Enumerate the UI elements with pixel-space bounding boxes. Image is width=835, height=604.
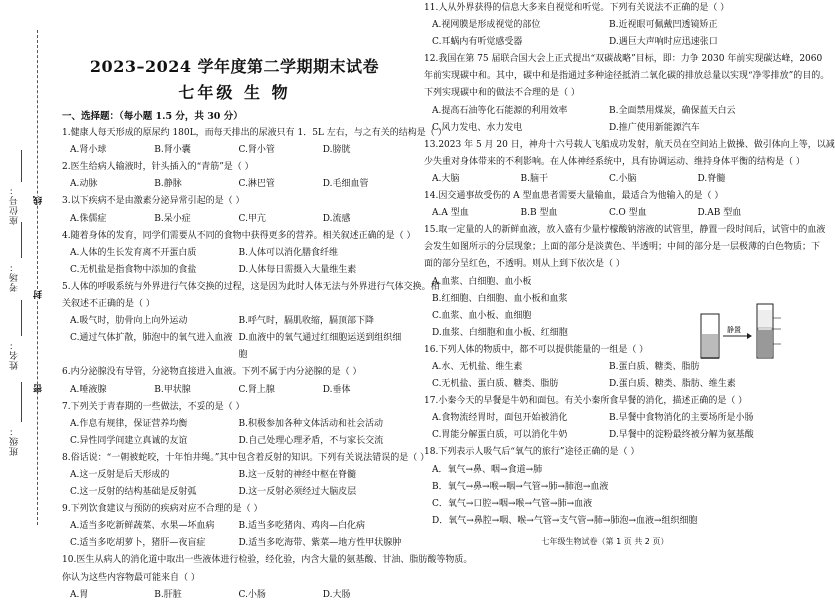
answer-option: A.这一反射是后天形成的 [70, 469, 170, 480]
beaker [701, 314, 719, 358]
option-row [62, 518, 407, 535]
answer-option: C.耳蜗内有听觉感受器 [432, 37, 523, 48]
figure-label: 静置 [727, 326, 741, 334]
seat-number-label: 座位号： [10, 185, 20, 225]
answer-option: D.垂体 [322, 384, 351, 395]
question-stem: 14.因交通事故受伤的 A 型血患者需要大量输血，最适合为他输入的是（ ） [424, 191, 724, 202]
question-item [62, 125, 447, 159]
option-row [62, 313, 407, 330]
class-blank [21, 382, 22, 422]
answer-option: C.肾上腺 [238, 384, 275, 395]
answer-option: C.无机盐、蛋白质、糖类、脂肪 [432, 379, 559, 390]
option-row [62, 245, 407, 262]
question-stem: 8.俗话说：“一朝被蛇咬，十年怕井绳。”其中包含着反射的知识。下列有关说法错误的是（ ） [62, 452, 430, 463]
question-stem: 16.下列人体的物质中，都不可以提供能量的一组是（ ） [424, 344, 649, 355]
answer-option: C.适当多吃胡萝卜，猪肝—夜盲症 [70, 538, 206, 549]
option-row [62, 382, 407, 399]
binding-strip [0, 0, 58, 550]
seal-mark-feng: 封 [34, 290, 44, 299]
question-stem: 3.以下疾病不是由激素分泌异常引起的是（ ） [62, 196, 245, 207]
question-item [62, 193, 407, 227]
answer-option: C.淋巴管 [238, 179, 275, 190]
option-row [62, 176, 407, 193]
option-row [62, 142, 407, 159]
answer-option: B.早餐中食物消化的主要场所是小肠 [609, 413, 754, 424]
answer-option: C.风力发电、水力发电 [432, 122, 523, 133]
answer-option: B.脑干 [520, 173, 548, 184]
question-item [62, 399, 407, 450]
question-item [424, 444, 786, 529]
answer-option: A.吸气时，肋骨向上向外运动 [70, 316, 188, 327]
question-stem: 下列实现碳中和的做法不合理的是（ ） [424, 88, 580, 99]
question-item [62, 364, 407, 398]
question-item [424, 51, 830, 136]
class-label: 班级： [10, 426, 20, 456]
question-stem: 关叙述不正确的是（ ） [62, 299, 155, 310]
answer-option: B.近视眼可佩戴凹透镜矫正 [609, 20, 718, 31]
question-stem: 9.下列饮食建议与预防的疾病对应不合理的是（ ） [62, 504, 263, 515]
answer-option: D.大肠 [322, 589, 351, 600]
option-row [62, 587, 407, 604]
answer-option: A.水、无机盐、维生素 [432, 361, 523, 372]
question-stem: 年前实现碳中和。其中，碳中和是指通过多种途径抵消二氧化碳的排放总量以实现“净零排放”的目的。 [424, 71, 830, 82]
answer-option: A.肾小球 [70, 145, 107, 156]
page-footer: 七年级生物试卷（第 1 页 共 2 页） [541, 537, 669, 546]
option-row [424, 17, 786, 34]
answer-option: C.异性同学间建立真诚的友谊 [70, 435, 188, 446]
answer-option: C.胃能分解蛋白质，可以消化牛奶 [432, 430, 568, 441]
option-row [424, 427, 786, 444]
question-list-right [424, 0, 835, 530]
answer-option: C.血浆、血小板、血细胞 [432, 310, 532, 321]
option-row [424, 376, 786, 393]
answer-option: B.呆小症 [154, 213, 191, 224]
question-stem: 13.2023 年 5 月 20 日，神舟十六号载人飞船成功发射，航天员在空间站上做操、做引体向上等，以减 [424, 139, 835, 150]
option-row [424, 410, 786, 427]
answer-option: D.蛋白质、糖类、脂肪、维生素 [609, 379, 736, 390]
question-stem: 5.人体的呼吸系统与外界进行气体交换的过程，这是因为此时人体无法与外界进行气体交换。相 [62, 281, 440, 292]
question-stem: 少失重对身体带来的不利影响。在人体神经系统中，具有协调运动、维持身体平衡的结构是（ ） [424, 156, 805, 167]
answer-option: B.适当多吃猪肉、鸡肉—白化病 [238, 521, 365, 532]
question-stem: 2.医生给病人输液时，针头插入的“青筋”是（ ） [62, 162, 254, 173]
answer-option: C.肾小管 [238, 145, 275, 156]
question-stem: 15.取一定量的人的新鲜血液，放入盛有少量柠檬酸钠溶液的试管里，静置一段时间后，试管中的血液 [424, 225, 826, 236]
name-label: 姓名： [10, 340, 20, 370]
answer-option: D.推广使用新能源汽车 [609, 122, 700, 133]
answer-option: C．氧气→口腔→咽→喉→气管→肺→血液 [432, 498, 593, 509]
right-column [424, 0, 835, 530]
answer-option: A.适当多吃新鲜蔬菜、水果—坏血病 [70, 521, 215, 532]
answer-option: D.自己处理心理矛盾，不与家长交流 [238, 435, 384, 446]
answer-option: C.O 型血 [609, 208, 647, 219]
answer-option: D.血浆、白细胞和血小板、红细胞 [432, 327, 568, 338]
answer-option: A.侏儒症 [70, 213, 107, 224]
option-row [62, 416, 407, 433]
option-row [62, 211, 407, 228]
answer-option: D.AB 型血 [697, 208, 742, 219]
answer-option: A.胃 [70, 589, 89, 600]
answer-option: A.动脉 [70, 179, 98, 190]
answer-option: D．氧气→鼻腔→咽、喉→气管→支气管→肺→肺泡→血液→组织细胞 [432, 515, 698, 526]
answer-option: C.通过气体扩散，肺泡中的氧气进入血液 [70, 333, 233, 344]
question-item [62, 159, 407, 193]
question-stem: 面的部分呈红色，不透明。则从上到下依次是（ ） [424, 259, 625, 270]
name-blank [21, 300, 22, 336]
question-item [62, 450, 430, 501]
answer-option: B．氧气→鼻→喉→咽→气管→肺→肺泡→血液 [432, 481, 609, 492]
answer-option: B.蛋白质、糖类、脂肪 [609, 361, 700, 372]
question-stem: 12.我国在第 75 届联合国大会上正式提出“双碳战略”目标，即：力争 2030 年前实现碳达峰，2060 [424, 54, 823, 65]
test-tube-figure [695, 300, 790, 362]
seal-mark-mi: 密 [34, 384, 44, 393]
question-item [424, 137, 835, 188]
answer-option: D.遇巨大声响时应迅速张口 [609, 37, 718, 48]
answer-option: C.这一反射的结构基础是反射弧 [70, 487, 197, 498]
answer-option: D.膀胱 [322, 145, 351, 156]
question-stem: 11.人从外界获得的信息大多来自视觉和听觉。下列有关说法不正确的是（ ） [424, 3, 730, 13]
answer-option: D.人体每日需摄入大量维生素 [238, 264, 357, 275]
answer-option: C.小脑 [609, 173, 637, 184]
answer-option: A.A 型血 [432, 208, 469, 219]
seal-mark-xian: 线 [34, 196, 44, 205]
answer-option: D.脊髓 [697, 173, 726, 184]
option-row [424, 205, 786, 222]
answer-option: C.无机盐是指食物中添加的食盐 [70, 264, 197, 275]
question-stem: 1.健康人每天形成的原尿约 180L，而每天排出的尿液只有 1．5L 左右，与之有关的结构是（ ） [62, 128, 447, 139]
option-row [424, 103, 786, 120]
answer-option: A.食物流经胃时，面包开始被消化 [432, 413, 568, 424]
answer-option: B.甲状腺 [154, 384, 191, 395]
question-item [62, 552, 473, 603]
answer-option: B.呼气时，膈肌收缩，膈顶部下降 [238, 316, 374, 327]
answer-option: D.毛细血管 [322, 179, 369, 190]
question-stem: 10.医生从病人的消化道中取出一些液体进行检验，经化验，内含大量的氨基酸、甘油、脂肪酸等物质。 [62, 555, 473, 566]
answer-option: B.全面禁用煤炭，确保蓝天白云 [609, 105, 736, 116]
question-item [424, 393, 786, 444]
answer-option: C.甲亢 [238, 213, 266, 224]
question-item [62, 279, 440, 364]
seal-line [37, 30, 38, 525]
exam-title: 2023–2024 学年度第二学期期末试卷 [89, 57, 380, 76]
answer-option: A．氧气→鼻、咽→食道→肺 [432, 464, 543, 475]
question-stem: 6.内分泌腺没有导管，分泌物直接进入血液。下列不属于内分泌腺的是（ ） [62, 367, 362, 378]
answer-option: A.视网膜是形成视觉的部位 [432, 20, 541, 31]
option-row [62, 330, 407, 364]
question-stem: 你认为这些内容物最可能来自（ ） [62, 572, 200, 583]
answer-option: B.肝脏 [154, 589, 182, 600]
option-row [62, 262, 407, 279]
question-item [62, 501, 407, 552]
answer-option: C.小肠 [238, 589, 266, 600]
section-heading: 一、选择题：（每小题 1.5 分，共 30 分） [62, 111, 243, 122]
answer-option: D.这一反射必须经过大脑皮层 [238, 487, 357, 498]
option-row [62, 535, 407, 552]
question-stem: 7.下列关于青春期的一些做法，不妥的是（ ） [62, 401, 245, 412]
answer-option: B.这一反射的神经中枢在脊髓 [238, 469, 356, 480]
option-row [62, 484, 407, 501]
answer-option: D.早餐中的淀粉最终被分解为氨基酸 [609, 430, 754, 441]
answer-option: D.适当多吃海带、紫菜—地方性甲状腺肿 [238, 538, 402, 549]
option-row [62, 467, 407, 484]
answer-option: B.肾小囊 [154, 145, 191, 156]
option-row [424, 171, 786, 188]
exam-room-label: 考场： [10, 262, 20, 292]
seat-number-blank [21, 150, 22, 182]
layered-tube [757, 304, 781, 358]
question-stem: 17.小秦今天的早餐是牛奶和面包。有关小秦所食早餐的消化，描述正确的是（ ） [424, 396, 748, 407]
option-row [424, 120, 786, 137]
answer-option: A.唾液腺 [70, 384, 107, 395]
answer-option: A.血浆、白细胞、血小板 [432, 276, 532, 287]
answer-option: A.作息有规律，保证营养均衡 [70, 418, 188, 429]
option-row [62, 433, 407, 450]
question-item [62, 228, 416, 279]
question-stem: 4.随着身体的发育，同学们需要从不同的食物中获得更多的营养。相关叙述正确的是（ ） [62, 230, 416, 241]
option-row [424, 34, 786, 51]
answer-option: B.红细胞、白细胞、血小板和血浆 [432, 293, 568, 304]
answer-option: A.大脑 [432, 173, 460, 184]
question-stem: 18.下列表示人吸气后“氧气的旅行”途径正确的是（ ） [424, 447, 640, 458]
answer-option: A.人体的生长发育离不开蛋白质 [70, 247, 197, 258]
question-stem: 会发生如图所示的分层现象；上面的部分是淡黄色、半透明；中间的部分是一层极薄的白色物质；下 [424, 242, 821, 253]
exam-room-blank [21, 222, 22, 258]
answer-option: D.流感 [322, 213, 351, 224]
answer-option: A.提高石油等化石能源的利用效率 [432, 105, 568, 116]
answer-option: D.血液中的氧气通过红细胞运送到组织细胞 [238, 333, 402, 361]
answer-option: B.B 型血 [520, 208, 558, 219]
answer-option: B.积极参加各种文体活动和社会活动 [238, 418, 383, 429]
answer-option: B.静脉 [154, 179, 182, 190]
exam-subject: 七年级 生 物 [178, 83, 291, 102]
answer-option: B.人体可以消化膳食纤维 [238, 247, 338, 258]
question-item [424, 0, 786, 51]
question-item [424, 188, 786, 222]
